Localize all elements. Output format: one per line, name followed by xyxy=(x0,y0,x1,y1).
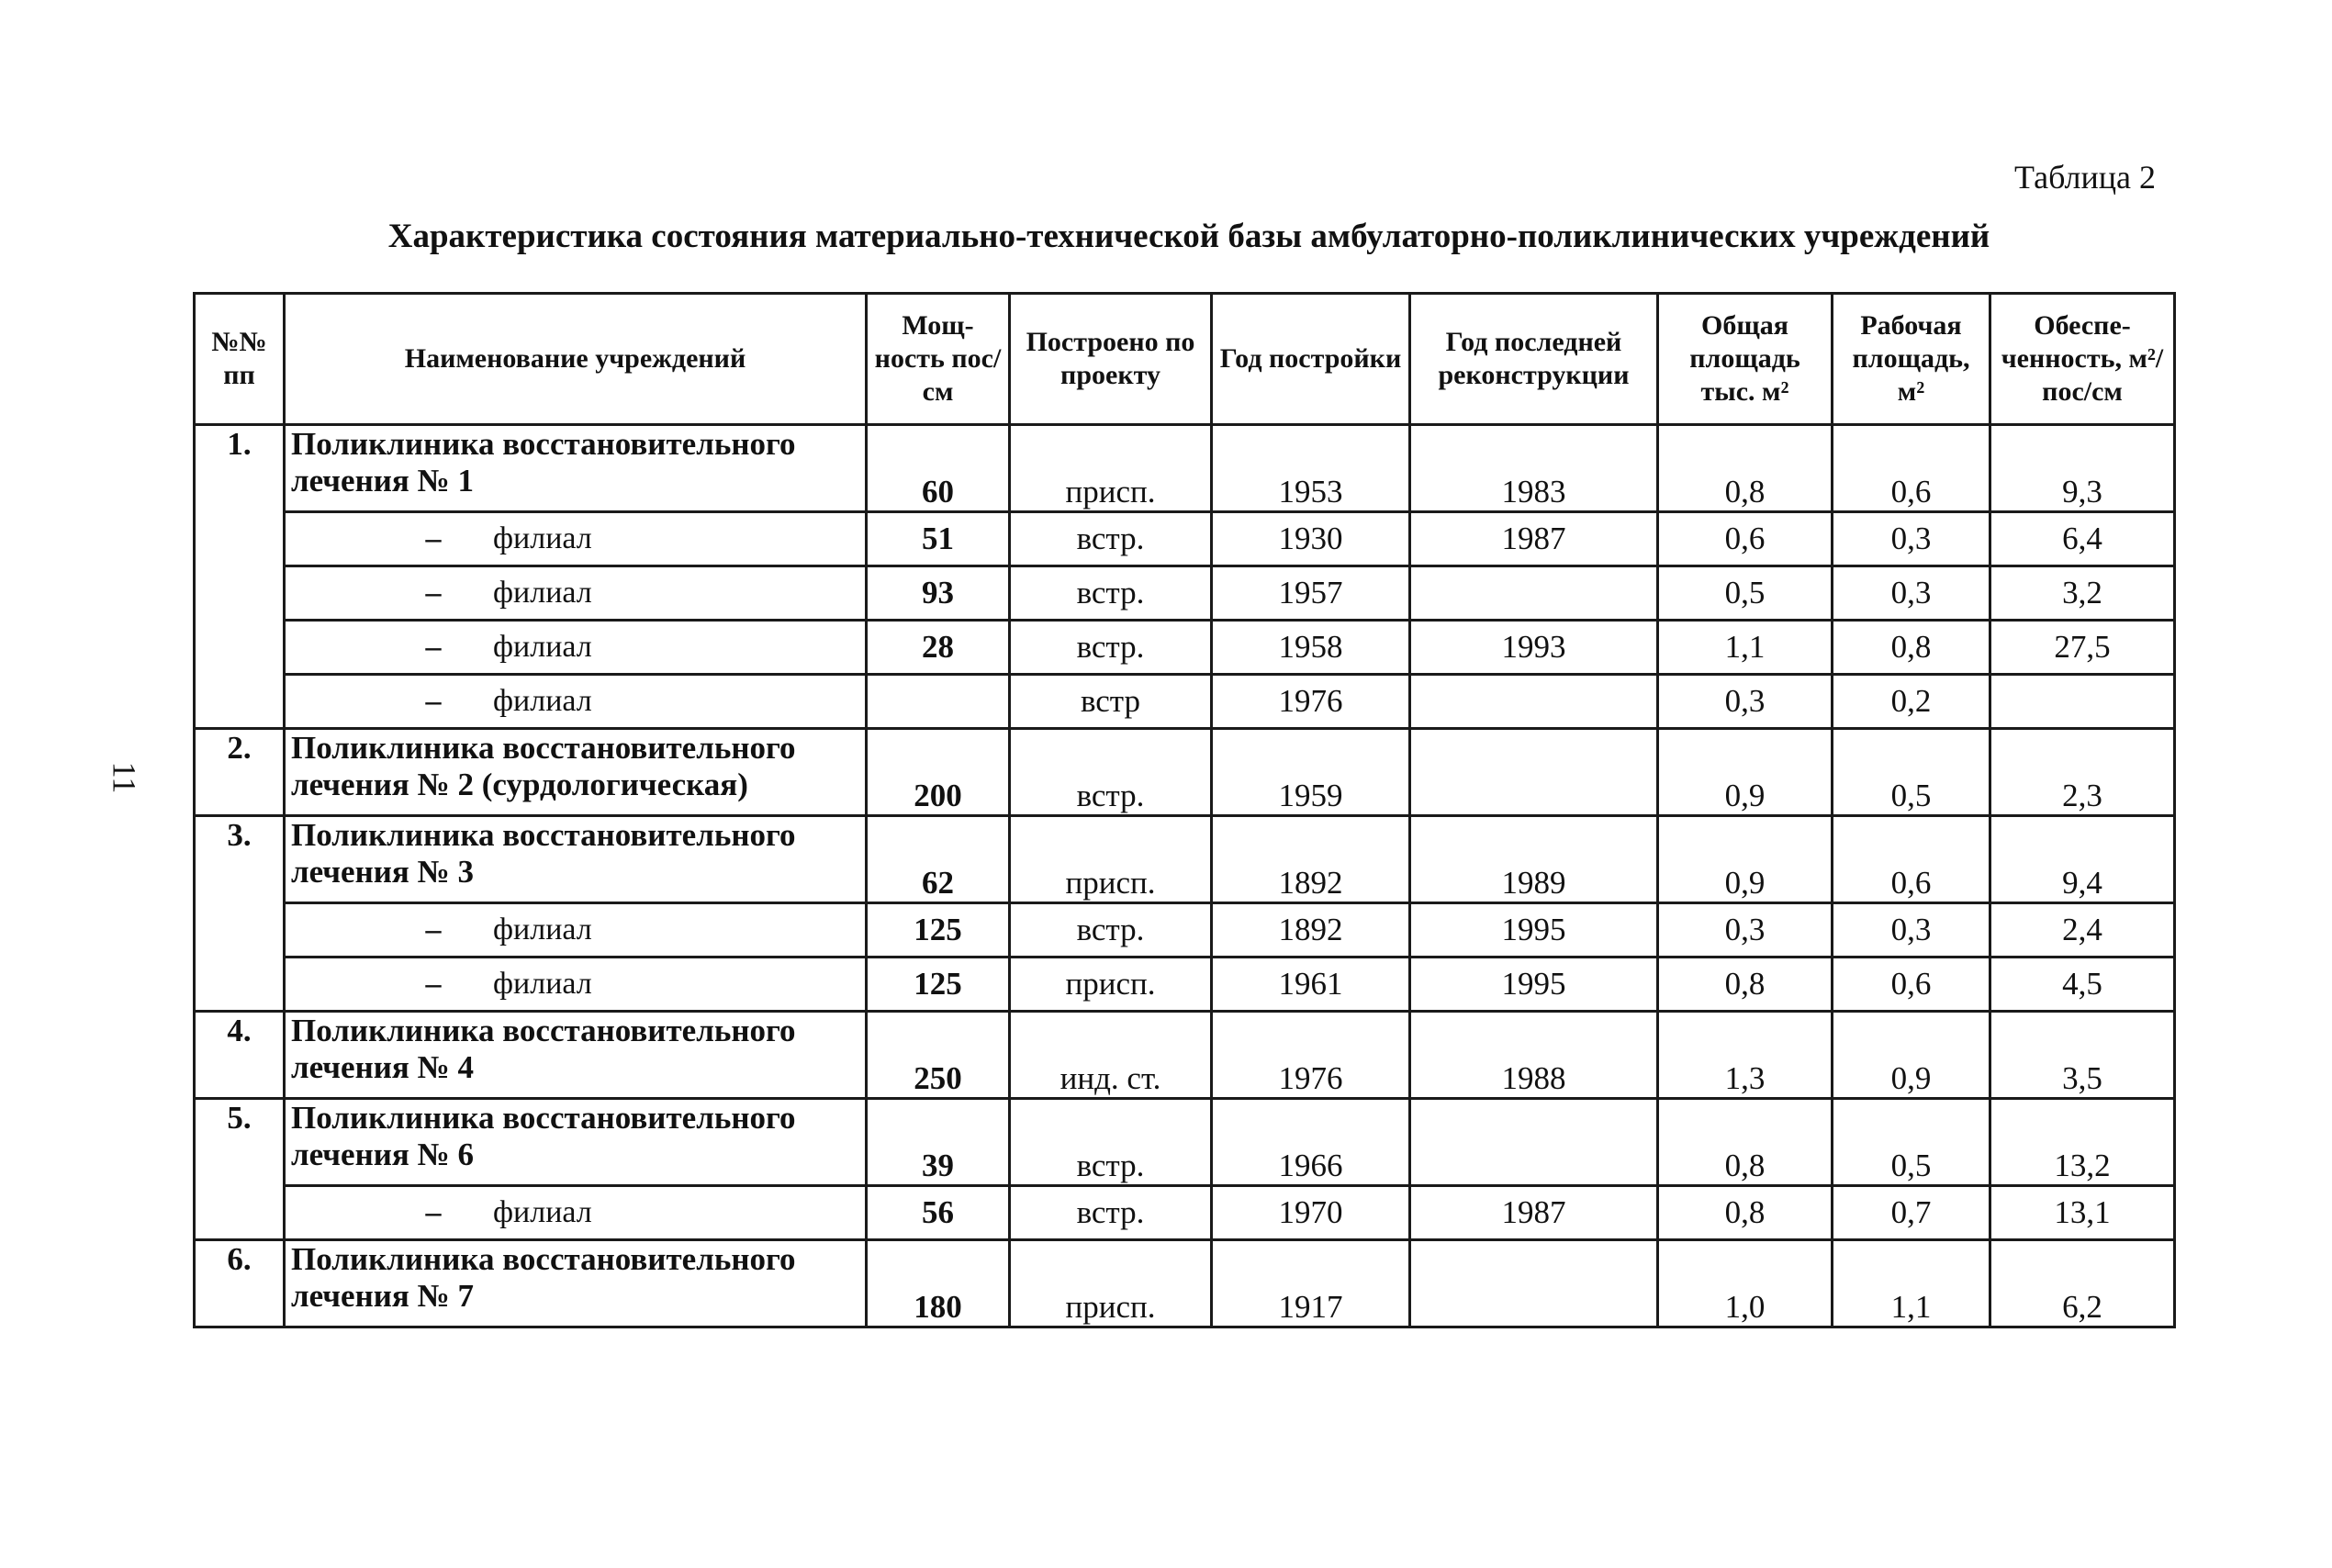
cell-total-area: 0,6 xyxy=(1658,512,1833,566)
cell-year-reconstruction xyxy=(1410,566,1658,621)
cell-year-built: 1958 xyxy=(1212,621,1410,675)
cell-work-area: 0,5 xyxy=(1833,1099,1990,1186)
cell-work-area: 0,6 xyxy=(1833,425,1990,512)
cell-built: инд. ст. xyxy=(1010,1012,1212,1099)
cell-year-reconstruction: 1987 xyxy=(1410,1186,1658,1240)
cell-work-area: 0,3 xyxy=(1833,566,1990,621)
cell-capacity: 200 xyxy=(867,729,1010,816)
header-built: Построено по проекту xyxy=(1010,294,1212,425)
cell-total-area: 1,0 xyxy=(1658,1240,1833,1327)
cell-capacity: 62 xyxy=(867,816,1010,903)
institution-name: Поликлиника восстановительного лечения № 3 xyxy=(285,816,867,903)
cell-supply: 9,4 xyxy=(1990,816,2175,903)
cell-year-built: 1953 xyxy=(1212,425,1410,512)
cell-year-built: 1892 xyxy=(1212,816,1410,903)
cell-supply: 2,3 xyxy=(1990,729,2175,816)
cell-year-reconstruction xyxy=(1410,729,1658,816)
cell-supply: 4,5 xyxy=(1990,958,2175,1012)
cell-total-area: 1,3 xyxy=(1658,1012,1833,1099)
cell-total-area: 0,8 xyxy=(1658,958,1833,1012)
cell-built: присп. xyxy=(1010,958,1212,1012)
cell-year-reconstruction: 1988 xyxy=(1410,1012,1658,1099)
cell-capacity: 60 xyxy=(867,425,1010,512)
cell-built: встр xyxy=(1010,675,1212,729)
cell-work-area: 0,3 xyxy=(1833,512,1990,566)
branch-name xyxy=(285,675,867,729)
institution-name: Поликлиника восстановительного лечения № 4 xyxy=(285,1012,867,1099)
cell-total-area: 1,1 xyxy=(1658,621,1833,675)
dash-mark: – xyxy=(425,684,442,718)
cell-year-built: 1930 xyxy=(1212,512,1410,566)
cell-work-area: 0,9 xyxy=(1833,1012,1990,1099)
cell-year-built: 1959 xyxy=(1212,729,1410,816)
cell-capacity: 125 xyxy=(867,903,1010,958)
dash-mark: – xyxy=(425,630,442,664)
header-name: Наименование учреждений xyxy=(285,294,867,425)
cell-total-area: 0,9 xyxy=(1658,729,1833,816)
cell-total-area: 0,3 xyxy=(1658,675,1833,729)
cell-work-area: 0,6 xyxy=(1833,816,1990,903)
table-row-branch xyxy=(195,675,2175,729)
cell-built: присп. xyxy=(1010,425,1212,512)
row-number: 3. xyxy=(195,816,285,1012)
row-number: 5. xyxy=(195,1099,285,1240)
institution-name: Поликлиника восстановительного лечения № 7 xyxy=(285,1240,867,1327)
cell-built: встр. xyxy=(1010,1099,1212,1186)
dash-mark: – xyxy=(425,1195,442,1229)
header-total-area: Общая площадь тыс. м² xyxy=(1658,294,1833,425)
cell-built: присп. xyxy=(1010,1240,1212,1327)
cell-year-built: 1917 xyxy=(1212,1240,1410,1327)
header-capacity: Мощ-ность пос/см xyxy=(867,294,1010,425)
cell-supply: 2,4 xyxy=(1990,903,2175,958)
institution-name: Поликлиника восстановительного лечения № 1 xyxy=(285,425,867,512)
branch-name xyxy=(285,958,867,1012)
header-year-built: Год постройки xyxy=(1212,294,1410,425)
branch-name xyxy=(285,621,867,675)
document-title: Характеристика состояния материально-технической базы амбулаторно-поликлинических учреждений xyxy=(387,218,1990,255)
cell-supply: 3,2 xyxy=(1990,566,2175,621)
table-row-branch xyxy=(195,621,2175,675)
cell-total-area: 0,9 xyxy=(1658,816,1833,903)
cell-total-area: 0,8 xyxy=(1658,1099,1833,1186)
cell-built: встр. xyxy=(1010,621,1212,675)
cell-total-area: 0,8 xyxy=(1658,1186,1833,1240)
row-number: 4. xyxy=(195,1012,285,1099)
table-body xyxy=(195,425,2175,1327)
branch-name xyxy=(285,512,867,566)
cell-year-built: 1976 xyxy=(1212,675,1410,729)
cell-supply: 6,4 xyxy=(1990,512,2175,566)
cell-year-built: 1970 xyxy=(1212,1186,1410,1240)
page-number: 11 xyxy=(106,761,143,794)
cell-built: встр. xyxy=(1010,512,1212,566)
branch-label: филиал xyxy=(493,630,592,664)
branch-label: филиал xyxy=(493,913,592,946)
table-row xyxy=(195,1012,2175,1099)
header-num: №№ пп xyxy=(195,294,285,425)
cell-year-built: 1961 xyxy=(1212,958,1410,1012)
cell-year-reconstruction: 1995 xyxy=(1410,958,1658,1012)
institution-name: Поликлиника восстановительного лечения № 6 xyxy=(285,1099,867,1186)
cell-built: присп. xyxy=(1010,816,1212,903)
cell-year-reconstruction xyxy=(1410,675,1658,729)
cell-built: встр. xyxy=(1010,729,1212,816)
cell-work-area: 0,8 xyxy=(1833,621,1990,675)
cell-year-reconstruction xyxy=(1410,1099,1658,1186)
cell-supply: 6,2 xyxy=(1990,1240,2175,1327)
cell-capacity xyxy=(867,675,1010,729)
cell-year-reconstruction: 1989 xyxy=(1410,816,1658,903)
table-row xyxy=(195,1099,2175,1186)
cell-work-area: 0,2 xyxy=(1833,675,1990,729)
cell-year-reconstruction: 1983 xyxy=(1410,425,1658,512)
cell-supply: 27,5 xyxy=(1990,621,2175,675)
cell-year-reconstruction: 1993 xyxy=(1410,621,1658,675)
cell-capacity: 39 xyxy=(867,1099,1010,1186)
table-label: Таблица 2 xyxy=(2014,159,2156,196)
branch-label: филиал xyxy=(493,967,592,1001)
cell-capacity: 93 xyxy=(867,566,1010,621)
table-row-branch xyxy=(195,958,2175,1012)
header-row xyxy=(195,294,2175,425)
cell-built: встр. xyxy=(1010,903,1212,958)
cell-capacity: 56 xyxy=(867,1186,1010,1240)
header-year-reconstruction: Год последней реконструкции xyxy=(1410,294,1658,425)
cell-supply xyxy=(1990,675,2175,729)
table-row-branch xyxy=(195,512,2175,566)
table-row-branch xyxy=(195,903,2175,958)
branch-label: филиал xyxy=(493,576,592,610)
header-work-area: Рабочая площадь, м² xyxy=(1833,294,1990,425)
table-row xyxy=(195,816,2175,903)
branch-label: филиал xyxy=(493,521,592,555)
cell-supply: 9,3 xyxy=(1990,425,2175,512)
cell-year-built: 1966 xyxy=(1212,1099,1410,1186)
cell-year-built: 1976 xyxy=(1212,1012,1410,1099)
cell-built: встр. xyxy=(1010,566,1212,621)
row-number: 6. xyxy=(195,1240,285,1327)
cell-capacity: 180 xyxy=(867,1240,1010,1327)
dash-mark: – xyxy=(425,913,442,946)
dash-mark: – xyxy=(425,576,442,610)
cell-year-reconstruction: 1987 xyxy=(1410,512,1658,566)
branch-name xyxy=(285,1186,867,1240)
cell-year-reconstruction: 1995 xyxy=(1410,903,1658,958)
cell-capacity: 125 xyxy=(867,958,1010,1012)
branch-name xyxy=(285,903,867,958)
dash-mark: – xyxy=(425,967,442,1001)
table-row xyxy=(195,1240,2175,1327)
header-supply: Обеспе-ченность, м²/пос/см xyxy=(1990,294,2175,425)
table-row-branch xyxy=(195,1186,2175,1240)
table-row xyxy=(195,425,2175,512)
cell-work-area: 0,5 xyxy=(1833,729,1990,816)
dash-mark: – xyxy=(425,521,442,555)
cell-year-built: 1957 xyxy=(1212,566,1410,621)
institution-name: Поликлиника восстановительного лечения № 2 (сурдологическая) xyxy=(285,729,867,816)
cell-supply: 13,2 xyxy=(1990,1099,2175,1186)
cell-capacity: 250 xyxy=(867,1012,1010,1099)
table-row xyxy=(195,729,2175,816)
cell-built: встр. xyxy=(1010,1186,1212,1240)
cell-work-area: 1,1 xyxy=(1833,1240,1990,1327)
cell-work-area: 0,3 xyxy=(1833,903,1990,958)
cell-total-area: 0,3 xyxy=(1658,903,1833,958)
cell-work-area: 0,7 xyxy=(1833,1186,1990,1240)
branch-name xyxy=(285,566,867,621)
cell-year-reconstruction xyxy=(1410,1240,1658,1327)
table-row-branch xyxy=(195,566,2175,621)
cell-total-area: 0,5 xyxy=(1658,566,1833,621)
cell-supply: 3,5 xyxy=(1990,1012,2175,1099)
branch-label: филиал xyxy=(493,1195,592,1229)
row-number: 2. xyxy=(195,729,285,816)
row-number: 1. xyxy=(195,425,285,729)
cell-supply: 13,1 xyxy=(1990,1186,2175,1240)
cell-total-area: 0,8 xyxy=(1658,425,1833,512)
cell-capacity: 28 xyxy=(867,621,1010,675)
cell-year-built: 1892 xyxy=(1212,903,1410,958)
data-table xyxy=(193,292,2176,1328)
cell-work-area: 0,6 xyxy=(1833,958,1990,1012)
branch-label: филиал xyxy=(493,684,592,718)
cell-capacity: 51 xyxy=(867,512,1010,566)
